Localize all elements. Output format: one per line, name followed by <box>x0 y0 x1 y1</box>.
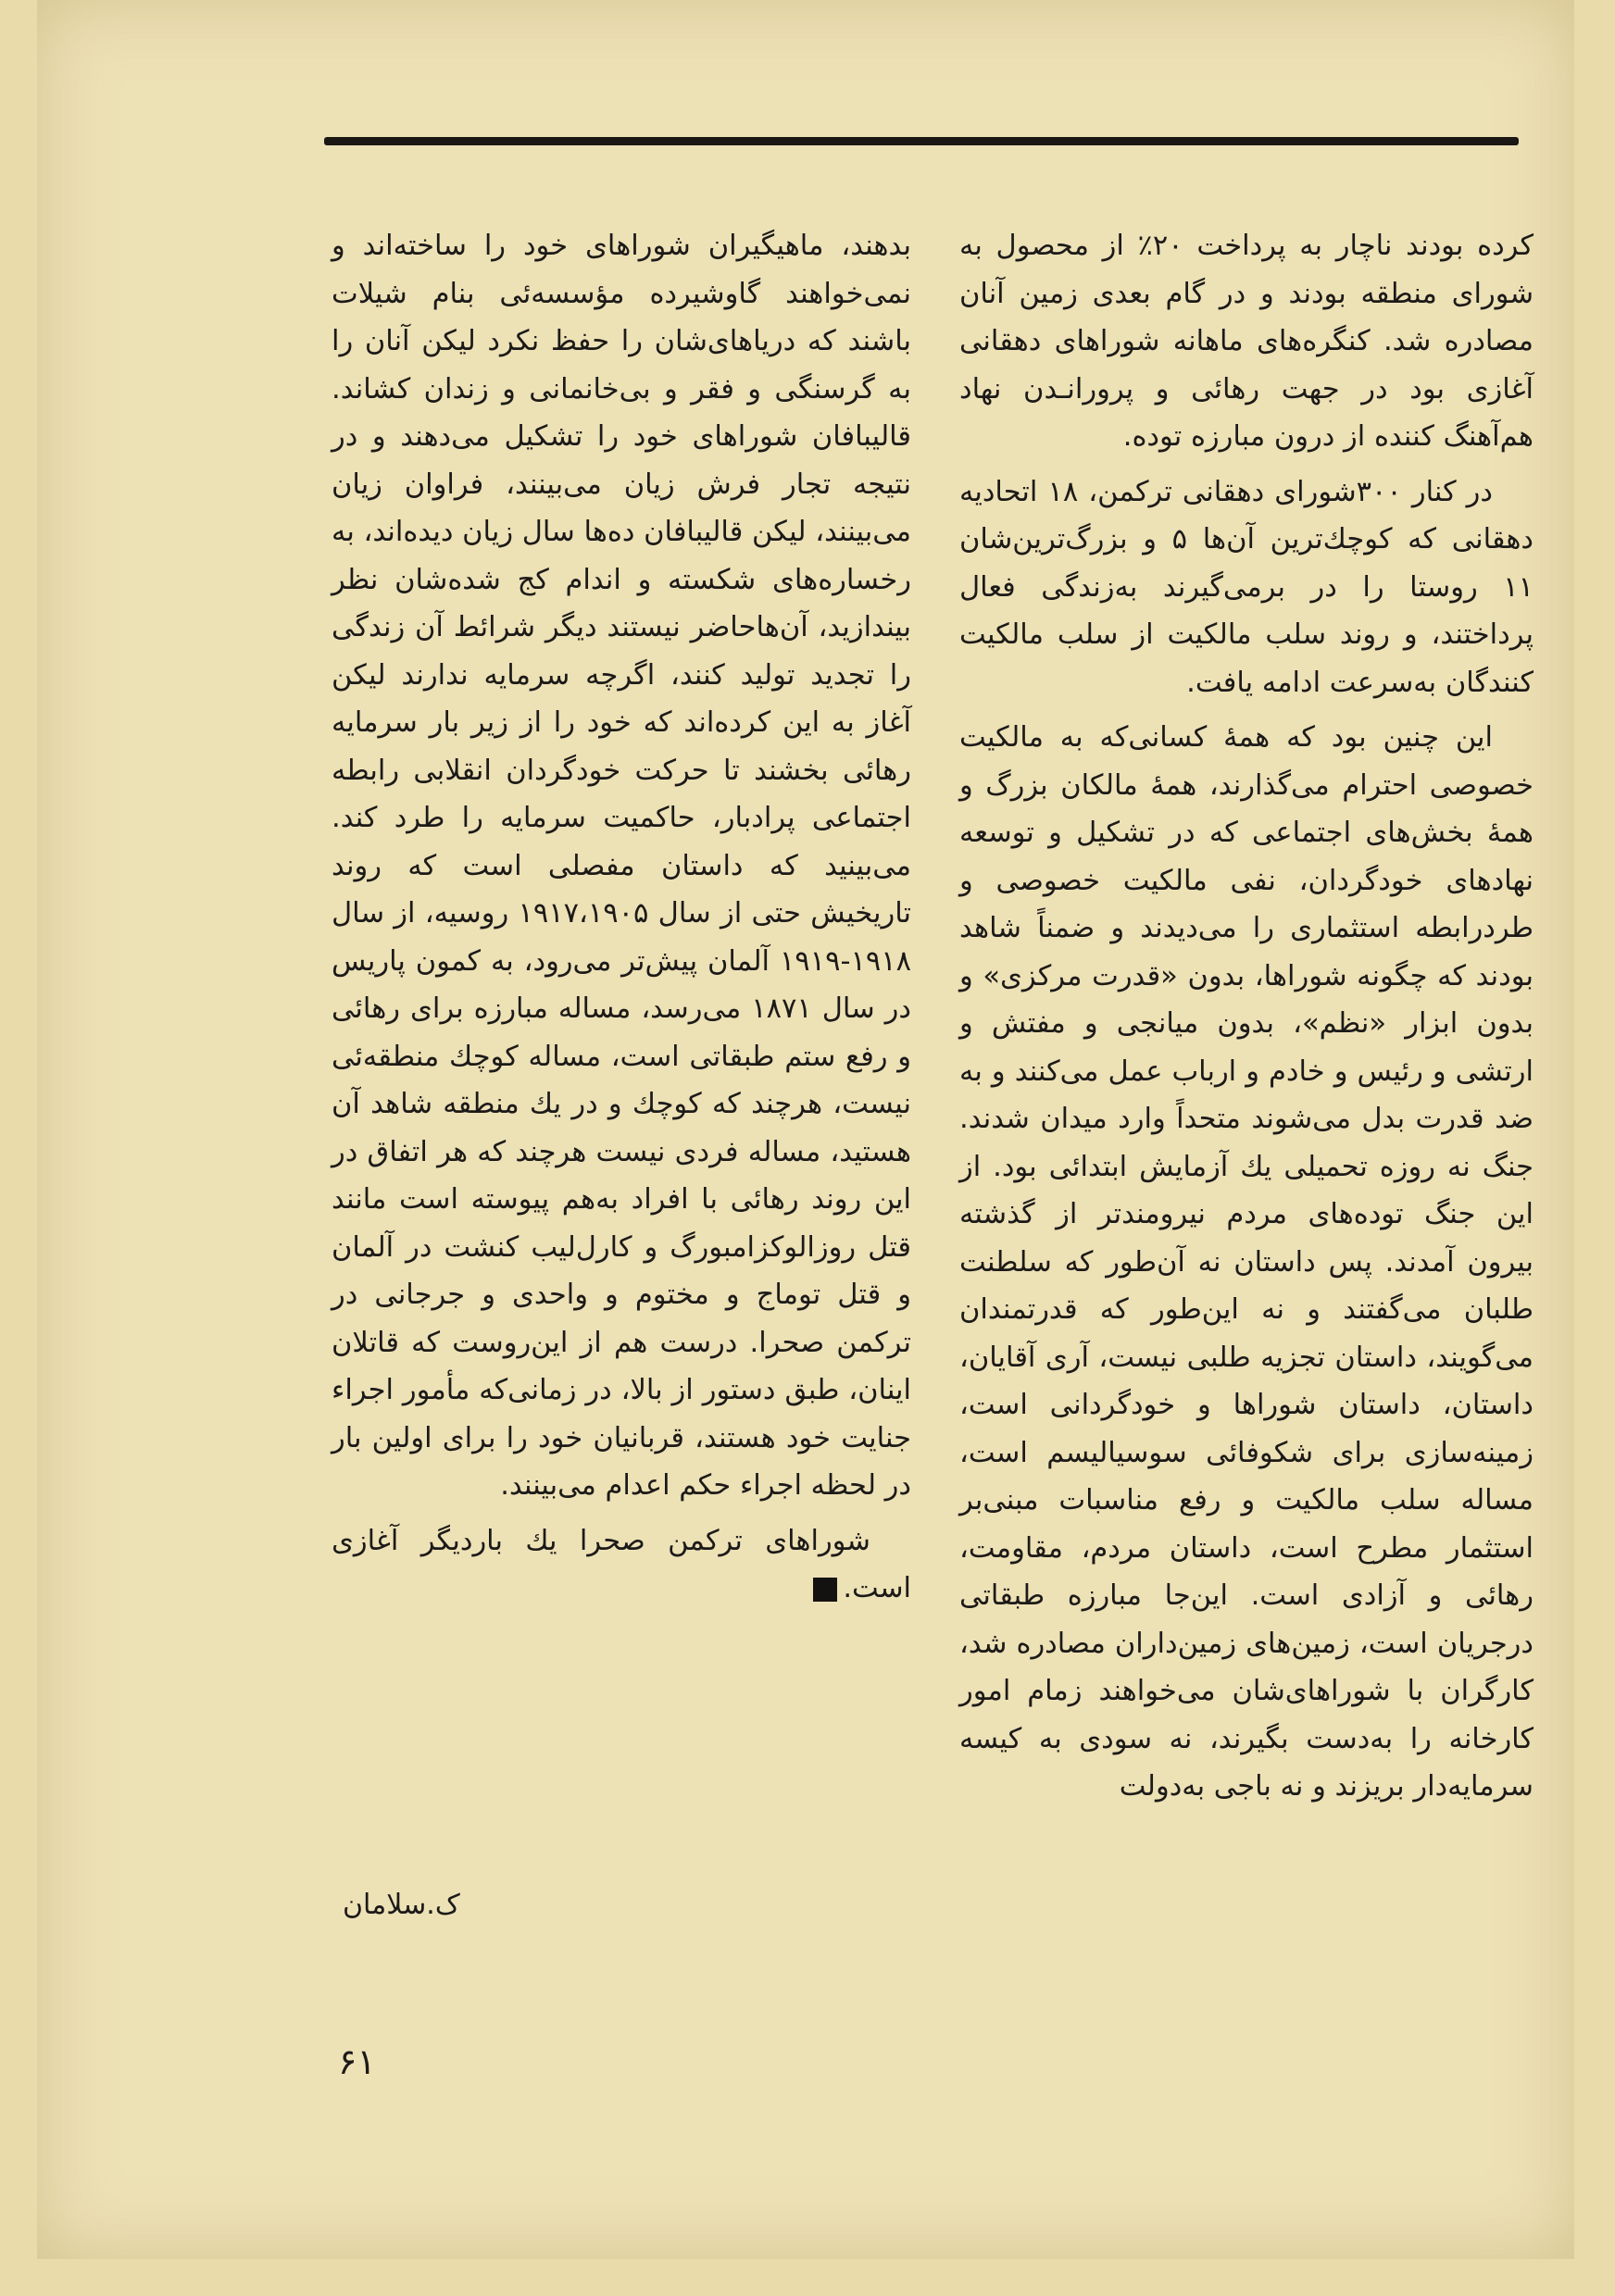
page-paper <box>37 0 1574 2259</box>
paragraph: بدهند، ماهیگیران شوراهای خود را ساخته‌اند و نمی‌خواهند گاوشیرده مؤسسه‌ئی بنام شیلات باشند که دریاهای‌شان را حفظ نکرد لیکن آنان را به گرسنگی و فقر و بی‌خانمانی و زندان کشاند. قالیبافان شوراهای خود را تشکیل می‌دهند و در نتیجه تجار فرش زیان می‌بینند، فراوان زیان می‌بینند، لیکن قالیبافان ده‌ها سال زیان دیده‌اند، به رخساره‌های شکسته و اندام کج شده‌شان نظر بیندازید، آن‌هاحاضر نیستند دیگر شرائط آن زندگی را تجدید تولید کنند، اگرچه سرمایه ندارند لیکن آغاز به این کرده‌اند که خود را از زیر بار سرمایه رهائی بخشند تا حرکت خودگردان انقلابی رابطه اجتماعی پرادبار، حاکمیت سرمایه را طرد کند. می‌بینید که داستان مفصلی است که روند تاریخیش حتی از سال ۱۹۱۷،۱۹۰۵ روسیه، از سال ۱۹۱۸-۱۹۱۹ آلمان پیش‌تر می‌رود، به کمون پاریس در سال ۱۸۷۱ می‌رسد، مساله مبارزه برای رهائی و رفع ستم طبقاتی است، مساله کوچك منطقه‌ئی نیست، هرچند که کوچك و در یك منطقه شاهد آن هستید، مساله فردی نیست هرچند که هر اتفاق در این روند رهائی با افراد به‌هم پیوسته است مانند قتل روزالوکزامبورگ و کارل‌لیب کنشت در آلمان و قتل توماج و مختوم و واحدی و جرجانی در ترکمن صحرا. درست هم از این‌روست که قاتلان اینان، طبق دستور از بالا، در زمانی‌که مأمور اجراء جنایت خود هستند، قربانیان خود را برای اولین بار در لحظه اجراء حکم اعدام می‌بینند. <box>332 230 911 1502</box>
page-number: ۶۱ <box>338 2041 376 2082</box>
paragraph: در کنار ۳۰۰شورای دهقانی ترکمن، ۱۸ اتحادیه دهقانی که کوچك‌ترین آن‌ها ۵ و بزرگ‌ترین‌شان ۱۱ روستا را در برمی‌گیرند به‌زندگی فعال پرداختند، و روند سلب مالکیت از سلب مالکیت کنندگان به‌سرعت ادامه یافت. <box>959 475 1534 699</box>
paragraph: این چنین بود که همهٔ کسانی‌که به مالکیت خصوصی احترام می‌گذارند، همهٔ مالکان بزرگ و همهٔ بخش‌های اجتماعی که در تشکیل و توسعه نهادهای خودگردان، نفی مالکیت خصوصی و طردرابطه استثماری را می‌دیدند و ضمناً شاهد بودند که چگونه شوراها، بدون «قدرت مرکزی» و بدون ابزار «نظم»، بدون میانجی و مفتش و ارتشی و رئیس و خادم و ارباب عمل می‌کنند و به ضد قدرت بدل می‌شوند متحداً وارد میدان شدند. جنگ نه روزه تحمیلی یك آزمایش ابتدائی بود. از این جنگ توده‌های مردم نیرومندتر از گذشته بیرون آمدند. پس داستان نه آن‌طور که سلطنت طلبان می‌گفتند و نه این‌طور که قدرتمندان می‌گویند، داستان تجزیه طلبی نیست، آری آقایان، داستان، داستان شوراها و خودگردانی است، زمینه‌سازی برای شکوفائی سوسیالیسم است، مساله سلب مالکیت و رفع مناسبات مبنی‌بر استثمار مطرح است، داستان مردم، مقاومت، رهائی و آزادی است. این‌جا مبارزه طبقاتی درجریان است، زمین‌های زمین‌داران مصادره شد، کارگران با شوراهای‌شان می‌خواهند زمام امور کارخانه را به‌دست بگیرند، نه سودی به کیسه سرمایه‌دار بریزند و نه باجی به‌دولت <box>959 721 1534 1803</box>
closing-text: شوراهای ترکمن صحرا یك باردیگر آغازی است. <box>332 1524 911 1604</box>
end-mark-icon <box>813 1578 837 1602</box>
text-column-left <box>332 222 911 1613</box>
author-signature: ک.سلامان <box>343 1889 460 1921</box>
closing-paragraph <box>332 1517 911 1613</box>
text-column-right <box>959 222 1534 1811</box>
header-rule <box>324 137 1519 145</box>
paragraph: کرده بودند ناچار به پرداخت ۲۰٪ از محصول به شورای منطقه بودند و در گام بعدی زمین آنان مصادره شد. کنگره‌های ماهانه شوراهای دهقانی آغازی بود در جهت رهائی و پرورانـدن نهاد هم‌آهنگ کننده از درون مبارزه توده. <box>959 230 1534 453</box>
